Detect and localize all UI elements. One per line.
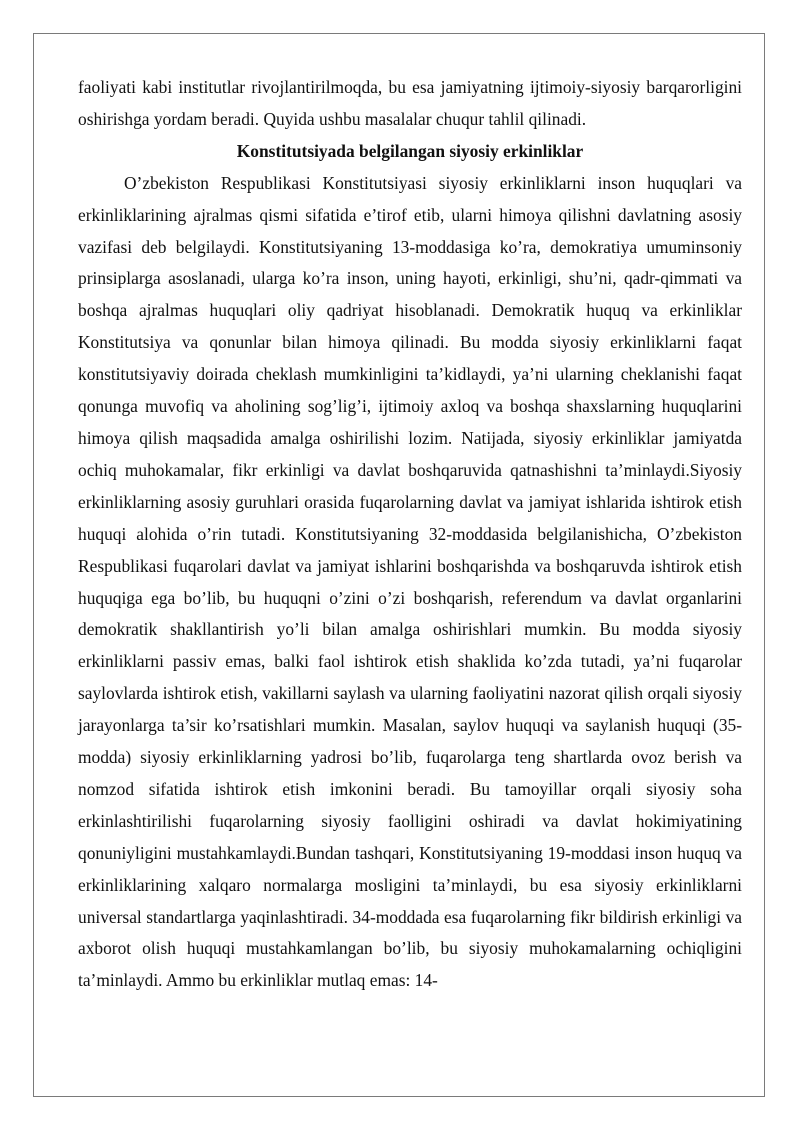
intro-paragraph: faoliyati kabi institutlar rivojlantirilmoqda, bu esa jamiyatning ijtimoiy-siyosiy barqarorligini oshirishga yordam beradi. Quyida ushbu masalalar chuqur tahlil qilinadi. bbox=[78, 77, 742, 129]
section-heading: Konstitutsiyada belgilangan siyosiy erkinliklar bbox=[236, 140, 584, 161]
body-paragraph: O’zbekiston Respublikasi Konstitutsiyasi siyosiy erkinliklarni inson huquqlari va erkinliklarining ajralmas qismi sifatida e’tirof etib, ularni himoya qilishni davlatning asosiy vazifasi deb belgilaydi. Konstitutsiyaning 13-moddasiga ko’ra, demokratiya umuminsoniy prinsiplarga asoslanadi, ularga ko’ra inson, uning hayoti, erkinligi, shu’ni, qadr-qimmati va boshqa ajralmas huquqlari oliy qadriyat hisoblanadi. Demokratik huquq va erkinliklar Konstitutsiya va qonunlar bilan himoya qilinadi. Bu modda siyosiy erkinliklarni faqat konstitutsiyaviy doirada cheklash mumkinligini ta’kidlaydi, ya’ni ularning cheklanishi faqat qonunga muvofiq va aholining sog’lig’i, ijtimoiy axloq va boshqa shaxslarning huquqlarini himoya qilish maqsadida amalga oshirilishi lozim. Natijada, siyosiy erkinliklar jamiyatda ochiq muhokamalar, fikr erkinligi va davlat boshqaruvida qatnashishni ta’minlaydi.Siyosiy erkinliklarning asosiy guruhlari orasida fuqarolarning davlat va jamiyat ishlarida ishtirok etish huquqi alohida o’rin tutadi. Konstitutsiyaning 32-moddasida belgilanishicha, O’zbekiston Respublikasi fuqarolari davlat va jamiyat ishlarini boshqarishda va boshqaruvda ishtirok etish huquqiga ega bo’lib, bu huquqni o’zini o’zi boshqarish, referendum va davlat organlarini demokratik shakllantirish yo’li bilan amalga oshirishlari mumkin. Bu modda siyosiy erkinliklarni passiv emas, balki faol ishtirok etish shaklida ko’zda tutadi, ya’ni fuqarolar saylovlarda ishtirok etish, vakillarni saylash va ularning faoliyatini nazorat qilish orqali siyosiy jarayonlarga ta’sir ko’rsatishlari mumkin. Masalan, saylov huquqi va saylanish huquqi (35-modda) siyosiy erkinliklarning yadrosi bo’lib, fuqarolarga teng shartlarda ovoz berish va nomzod sifatida ishtirok etish imkonini beradi. Bu tamoyillar orqali siyosiy soha erkinlashtirilishi fuqarolarning siyosiy faolligini oshiradi va davlat hokimiyatining qonuniyligini mustahkamlaydi.Bundan tashqari, Konstitutsiyaning 19-moddasi inson huquq va erkinliklarining xalqaro normalarga mosligini ta’minlaydi, bu esa siyosiy erkinliklarni universal standartlarga yaqinlashtiradi. 34-moddada esa fuqarolarning fikr bildirish erkinligi va axborot olish huquqi mustahkamlangan bo’lib, bu siyosiy muhokamalarning ochiqligini ta’minlaydi. Ammo bu erkinliklar mutlaq emas: 14- bbox=[78, 172, 742, 991]
document-body bbox=[78, 72, 742, 997]
